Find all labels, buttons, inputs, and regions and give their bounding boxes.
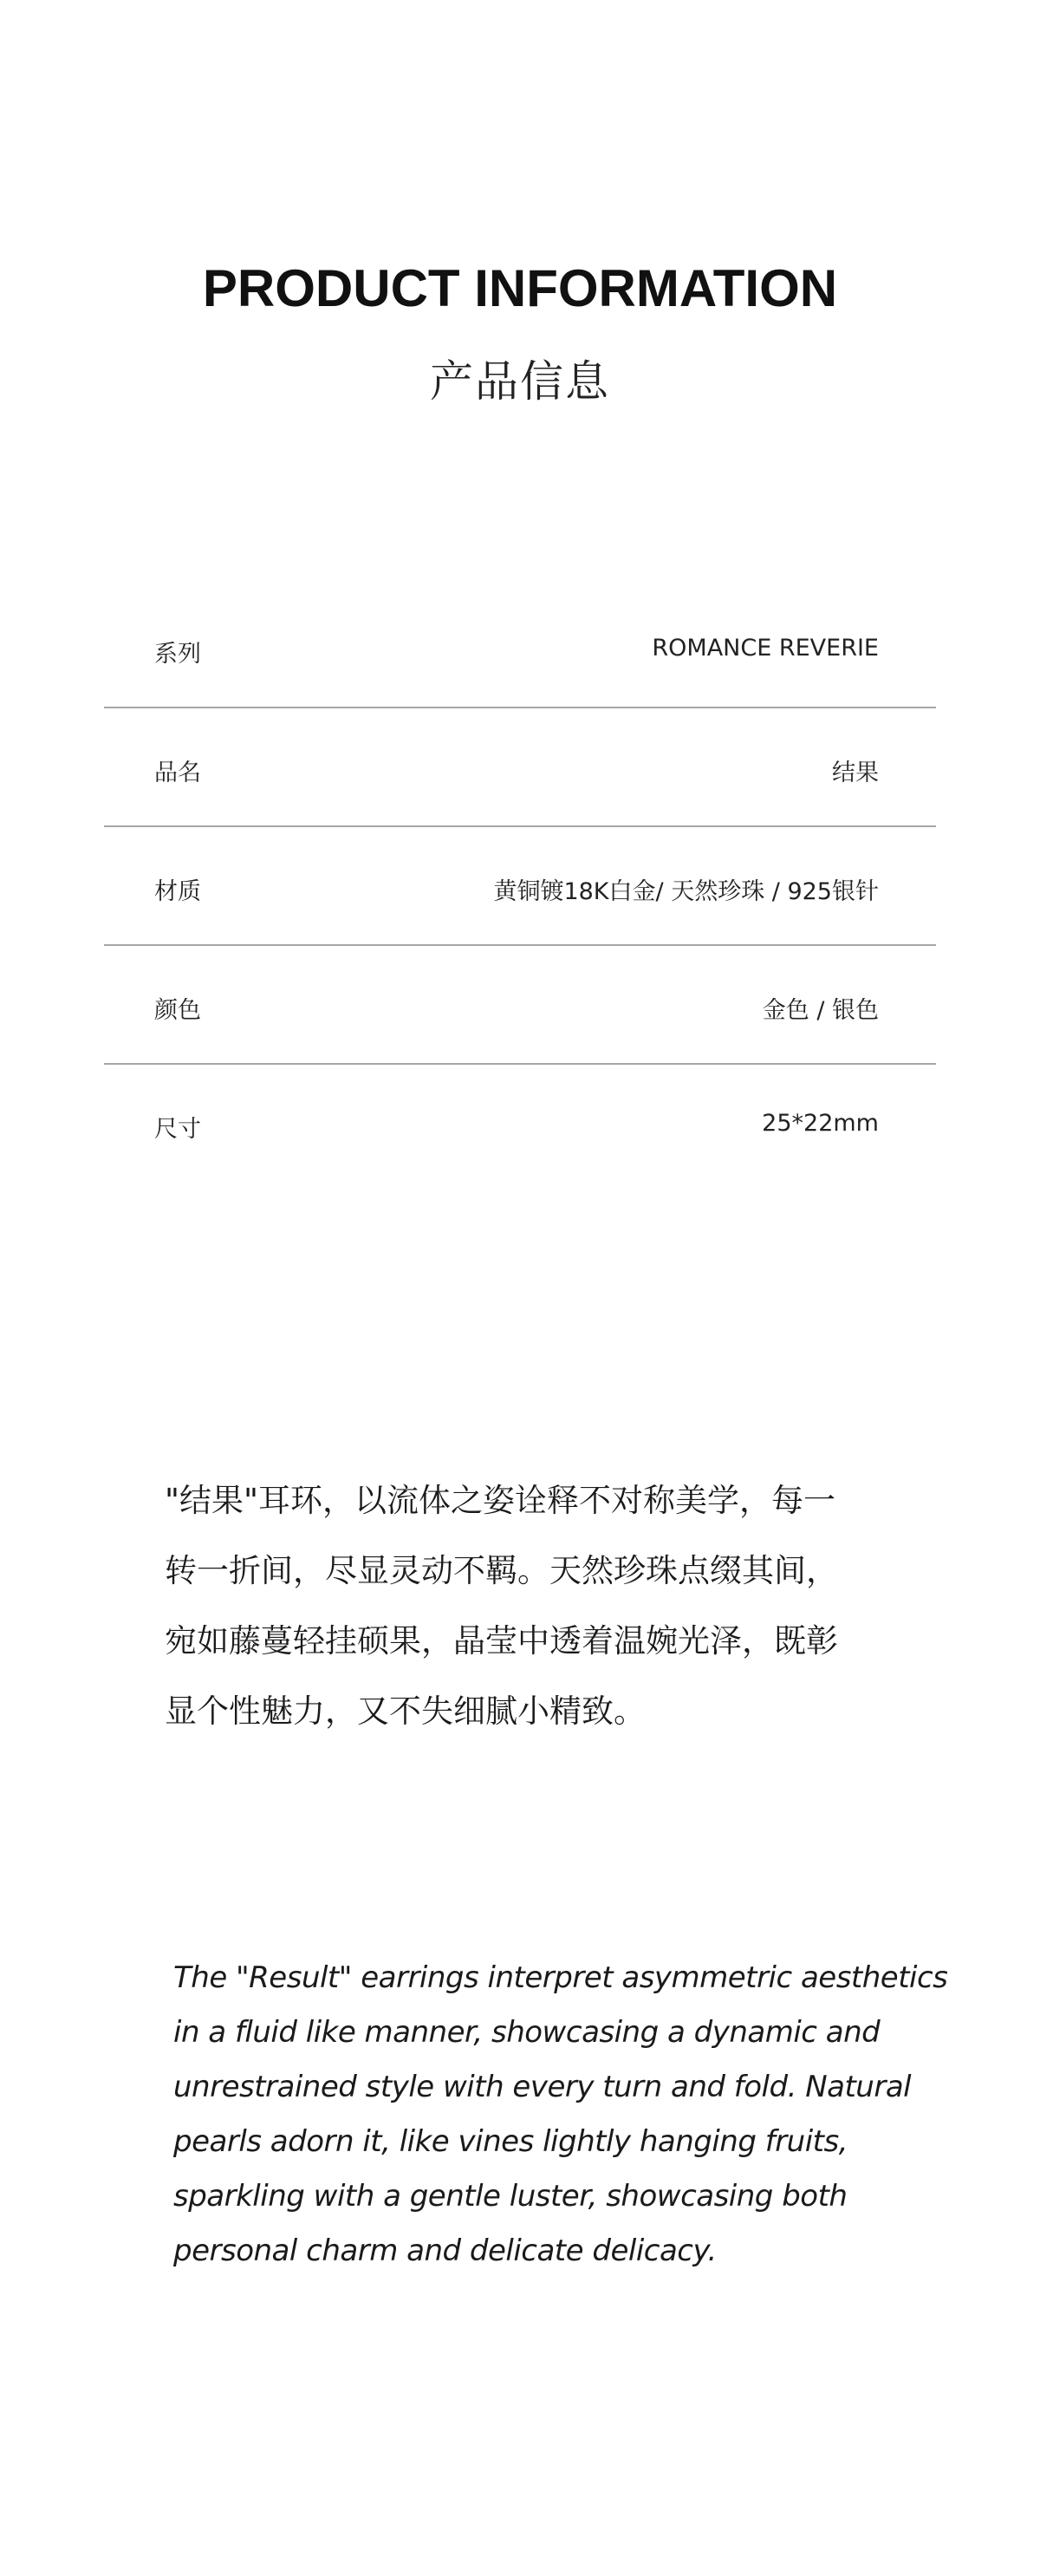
description-en-line: sparkling with a gentle luster, showcasing both (173, 2179, 848, 2214)
description-cn-line: "结果"耳环，以流体之姿诠释不对称美学，每一 (165, 1482, 836, 1519)
description-cn-line: 显个性魅力，又不失细腻小精致。 (165, 1692, 646, 1730)
spec-row-size (104, 1065, 936, 1184)
description-en-line: The "Result" earrings interpret asymmetric aesthetics (173, 1960, 948, 1995)
spec-row-material (104, 827, 936, 946)
spec-label: 颜色 (154, 997, 201, 1024)
description-en-line: personal charm and delicate delicacy. (173, 2234, 717, 2268)
spec-table (104, 590, 936, 1184)
spec-label: 尺寸 (154, 1116, 201, 1143)
spec-value: ROMANCE REVERIE (652, 635, 879, 662)
page-title-cn: 产品信息 (430, 356, 610, 407)
spec-value: 25*22mm (762, 1110, 879, 1137)
spec-value: 结果 (832, 760, 879, 786)
spec-label: 系列 (154, 641, 201, 668)
spec-row-series (104, 590, 936, 708)
spec-value: 黄铜镀18K白金/ 天然珍珠 / 925银针 (493, 878, 879, 905)
description-cn (165, 1465, 884, 1746)
description-cn-line: 转一折间，尽显灵动不羁。天然珍珠点缀其间， (165, 1552, 838, 1589)
spec-value: 金色 / 银色 (762, 997, 879, 1024)
description-en-line: unrestrained style with every turn and fold. Natural (173, 2070, 912, 2104)
spec-row-name (104, 708, 936, 827)
spec-label: 材质 (154, 878, 201, 905)
spec-label: 品名 (154, 760, 201, 786)
description-en-line: in a fluid like manner, showcasing a dynamic and (173, 2015, 881, 2050)
spec-row-color (104, 946, 936, 1065)
page-title-en: PRODUCT INFORMATION (202, 259, 838, 317)
description-en (173, 1951, 948, 2279)
description-en-line: pearls adorn it, like vines lightly hanging fruits, (173, 2124, 848, 2159)
description-cn-line: 宛如藤蔓轻挂硕果，晶莹中透着温婉光泽，既彰 (165, 1622, 838, 1660)
